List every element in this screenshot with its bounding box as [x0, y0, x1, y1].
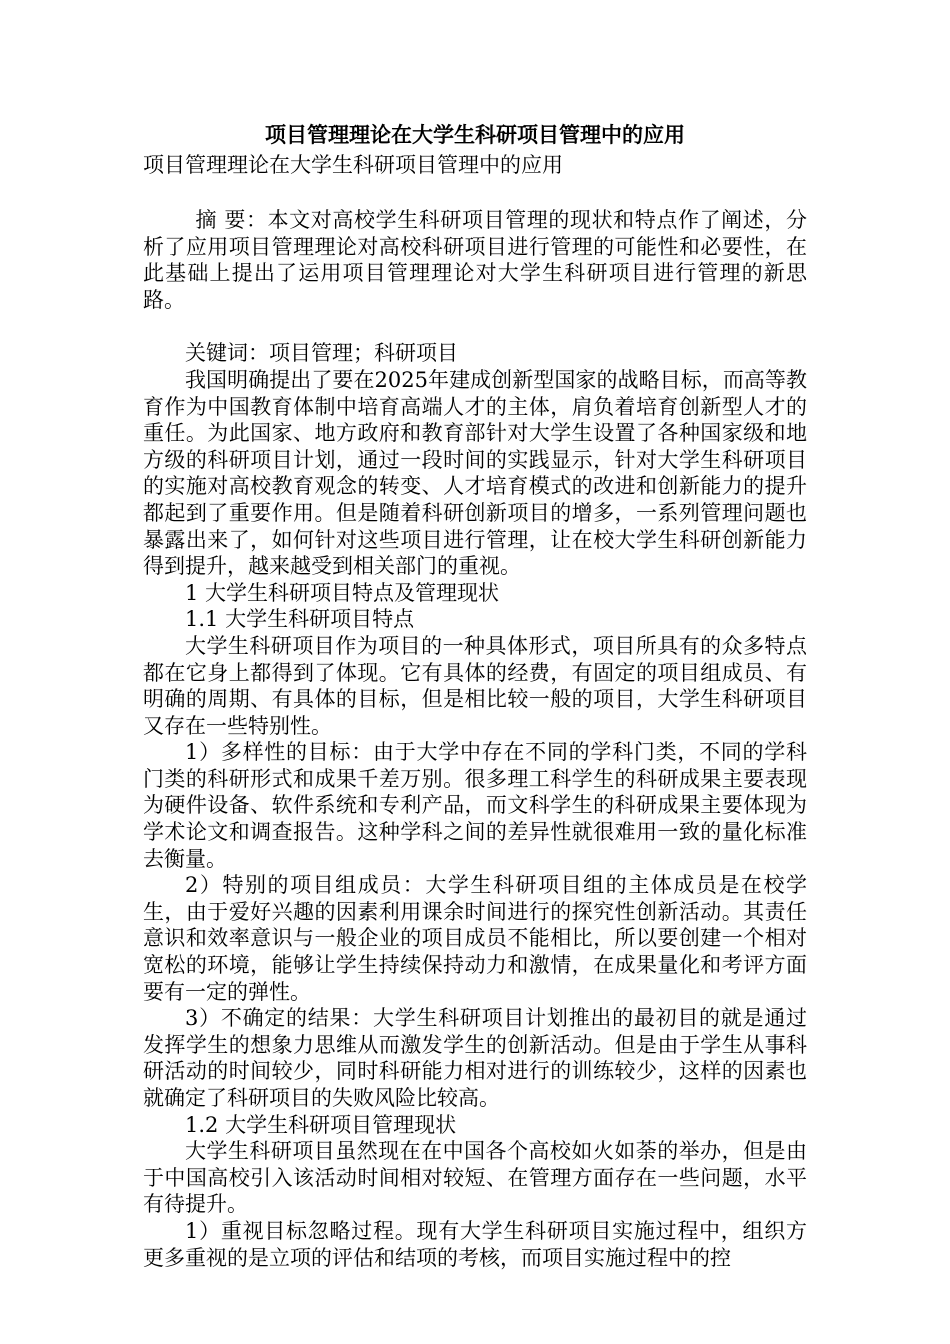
paragraph-point-1: 1）多样性的目标：由于大学中存在不同的学科门类，不同的学科门类的科研形式和成果千差万别。很多理工科学生的科研成果主要表现为硬件设备、软件系统和专利产品，而文科学生的科研成果主要体现为学术论文和调查报告。这种学科之间的差异性就很难用一致的量化标准去衡量。 [143, 740, 807, 871]
paragraph-status: 大学生科研项目虽然现在在中国各个高校如火如荼的举办，但是由于中国高校引入该活动时间相对较短、在管理方面存在一些问题，水平有待提升。 [143, 1139, 807, 1217]
section-heading-1-1: 1.1 大学生科研项目特点 [185, 607, 415, 632]
paragraph-point-2: 2）特别的项目组成员：大学生科研项目组的主体成员是在校学生，由于爱好兴趣的因素利用课余时间进行的探究性创新活动。其责任意识和效率意识与一般企业的项目成员不能相比，所以要创建一个相对宽松的环境，能够让学生持续保持动力和激情，在成果量化和考评方面要有一定的弹性。 [143, 873, 807, 1004]
abstract: 摘 要：本文对高校学生科研项目管理的现状和特点作了阐述，分析了应用项目管理理论对高校科研项目进行管理的可能性和必要性，在此基础上提出了运用项目管理理论对大学生科研项目进行管理的新思路。 [143, 208, 807, 312]
document-page [143, 120, 807, 1271]
spacer [143, 180, 807, 207]
keywords: 关键词：项目管理；科研项目 [185, 341, 458, 366]
document-subtitle: 项目管理理论在大学生科研项目管理中的应用 [143, 153, 563, 177]
document-title: 项目管理理论在大学生科研项目管理中的应用 [265, 122, 685, 147]
paragraph-intro: 我国明确提出了要在2025年建成创新型国家的战略目标，而高等教育作为中国教育体制中培育高端人才的主体，肩负着培育创新型人才的重任。为此国家、地方政府和教育部针对大学生设置了各种国家级和地方级的科研项目计划，通过一段时间的实践显示，针对大学生科研项目的实施对高校教育观念的转变、人才培育模式的改进和创新能力的提升都起到了重要作用。但是随着科研创新项目的增多，一系列管理问题也暴露出来了，如何针对这些项目进行管理，让在校大学生科研创新能力得到提升，越来越受到相关部门的重视。 [143, 367, 807, 579]
paragraph-point-3: 3）不确定的结果：大学生科研项目计划推出的最初目的就是通过发挥学生的想象力思维从而激发学生的创新活动。但是由于学生从事科研活动的时间较少，同时科研能力相对进行的训练较少，这样的因素也就确定了科研项目的失败风险比较高。 [143, 1006, 807, 1110]
section-heading-1-2: 1.2 大学生科研项目管理现状 [185, 1112, 457, 1137]
section-heading-1: 1 大学生科研项目特点及管理现状 [185, 580, 500, 605]
spacer [143, 313, 807, 340]
paragraph-status-point-1: 1）重视目标忽略过程。现有大学生科研项目实施过程中，组织方更多重视的是立项的评估和结项的考核，而项目实施过程中的控 [143, 1218, 807, 1270]
paragraph-features: 大学生科研项目作为项目的一种具体形式，项目所具有的众多特点都在它身上都得到了体现。它有具体的经费，有固定的项目组成员、有明确的周期、有具体的目标，但是相比较一般的项目，大学生科研项目又存在一些特别性。 [143, 633, 807, 738]
